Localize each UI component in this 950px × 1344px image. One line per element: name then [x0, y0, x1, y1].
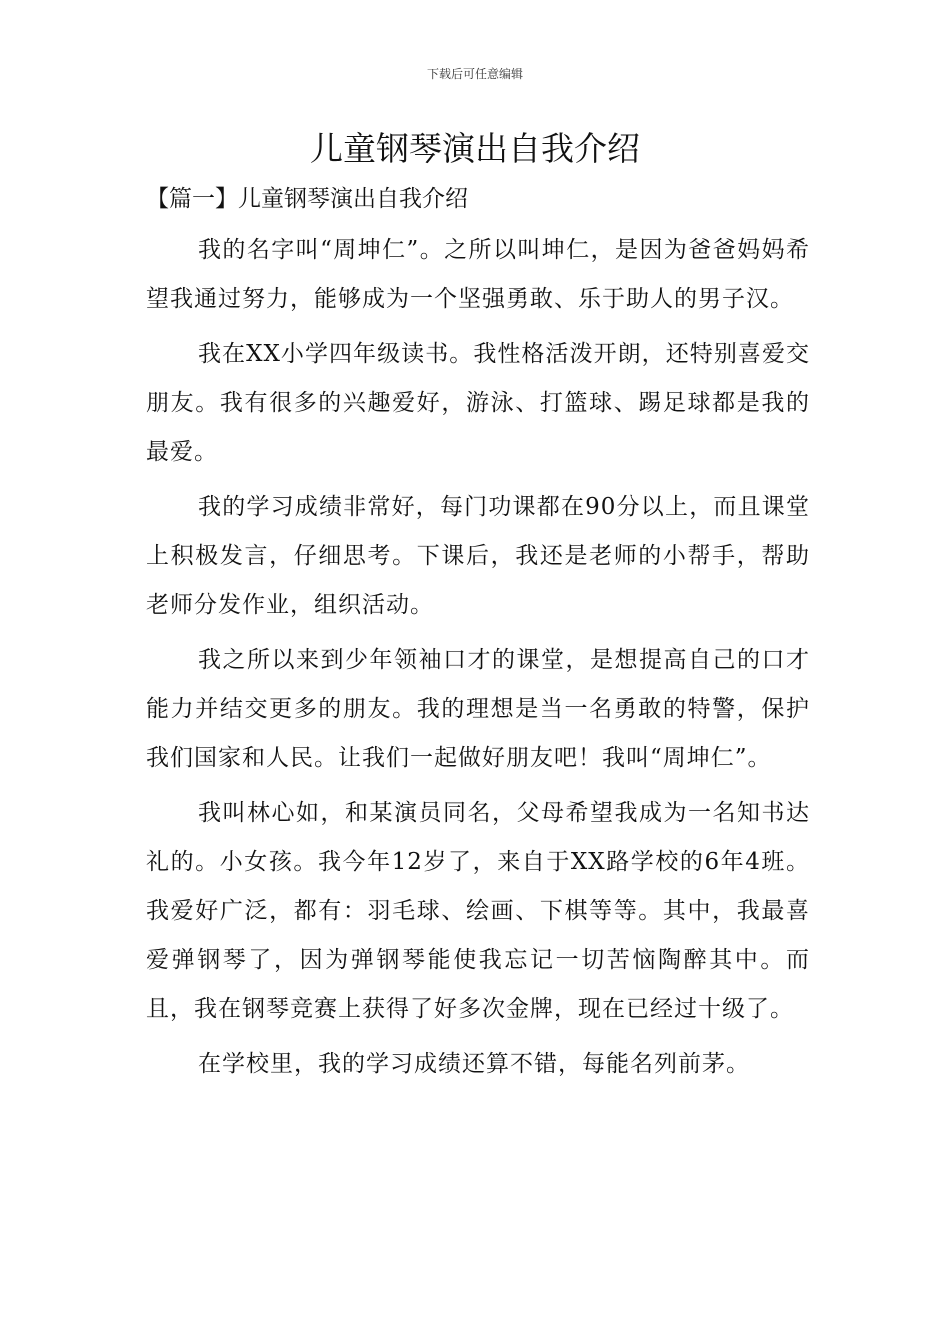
paragraph-1: 我的名字叫“周坤仁”。之所以叫坤仁，是因为爸爸妈妈希望我通过努力，能够成为一个坚强勇敢、乐于助人的男子汉。: [146, 237, 810, 312]
paragraph-3: 我的学习成绩非常好，每门功课都在90分以上，而且课堂上积极发言，仔细思考。下课后，我还是老师的小帮手，帮助老师分发作业，组织活动。: [146, 494, 810, 618]
paragraph-6: 在学校里，我的学习成绩还算不错，每能名列前茅。: [198, 1051, 750, 1077]
paragraph-4: 我之所以来到少年领袖口才的课堂，是想提高自己的口才能力并结交更多的朋友。我的理想是当一名勇敢的特警，保护我们国家和人民。让我们一起做好朋友吧！我叫“周坤仁”。: [146, 647, 810, 771]
document-title: 儿童钢琴演出自我介绍: [310, 129, 640, 168]
paragraph-5: 我叫林心如，和某演员同名，父母希望我成为一名知书达礼的。小女孩。我今年12岁了，来自于XX路学校的6年4班。我爱好广泛，都有：羽毛球、绘画、下棋等等。其中，我最喜爱弹钢琴了，因为弹钢琴能使我忘记一切苦恼陶醉其中。而且，我在钢琴竞赛上获得了好多次金牌，现在已经过十级了。: [146, 800, 810, 1022]
header-note: 下载后可任意编辑: [426, 67, 523, 81]
paragraph-2: 我在XX小学四年级读书。我性格活泼开朗，还特别喜爱交朋友。我有很多的兴趣爱好，游泳、打篮球、踢足球都是我的最爱。: [146, 341, 810, 465]
document-body: [146, 226, 810, 1095]
section-heading: 【篇一】儿童钢琴演出自我介绍: [146, 186, 468, 212]
